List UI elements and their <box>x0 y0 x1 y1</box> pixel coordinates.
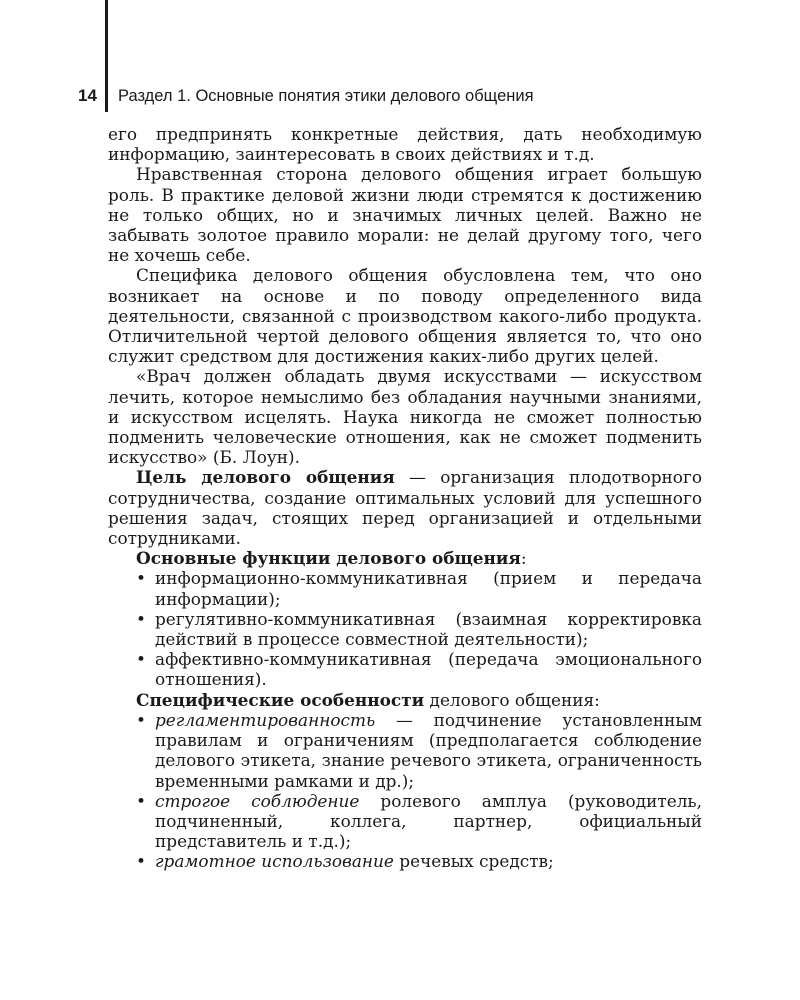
feature-term: регламентированность <box>155 709 376 730</box>
list-item <box>108 851 702 871</box>
running-head: Раздел 1. Основные понятия этики делового общения <box>118 87 534 105</box>
goal-definition: — организация плодотворного сотрудничества, создание оптимальных условий для успешного решения задач, стоящих перед организацией и отдельными сотрудниками. <box>108 467 702 549</box>
features-heading-bold: Специфические особенности <box>136 689 425 710</box>
goal-term: Цель делового общения <box>136 467 395 488</box>
features-heading <box>108 690 702 710</box>
features-heading-rest: делового общения: <box>424 689 600 710</box>
functions-heading <box>108 548 702 568</box>
feature-text: ролевого амплуа (руководитель, подчиненный, коллега, партнер, официальный представитель и т.д.); <box>155 790 702 852</box>
functions-heading-colon: : <box>520 548 527 569</box>
feature-term: строгое соблюдение <box>155 790 360 811</box>
paragraph-quote: «Врач должен обладать двумя искусствами — искусством лечить, которое немыслимо без обладания научными знаниями, и искусством исцелять. Наука никогда не сможет полностью подменить человеческие отношения, как не сможет подменить искусство» (Б. Лоун). <box>108 366 702 468</box>
paragraph-continued: его предпринять конкретные действия, дать необходимую информацию, заинтересовать в своих действиях и т.д. <box>108 124 702 165</box>
list-item: • регулятивно-коммуникативная (взаимная корректировка действий в процессе совместной деятельности); <box>108 609 702 649</box>
feature-text: речевых средств; <box>393 851 554 872</box>
list-item <box>108 791 702 852</box>
paragraph-specifics: Специфика делового общения обусловлена тем, что оно возникает на основе и по поводу определенного вида деятельности, связанной с производством какого-либо продукта. Отличительной чертой делового общения является то, что оно служит средством для достижения каких-либо других целей. <box>108 265 702 367</box>
list-item: • аффективно-коммуникативная (передача эмоционального отношения). <box>108 649 702 689</box>
paragraph-moral-side: Нравственная сторона делового общения играет большую роль. В практике деловой жизни люди стремятся к достижению не только общих, но и значимых личных целей. Важно не забывать золотое правило морали: не делай другому того, чего не хочешь себе. <box>108 164 702 266</box>
feature-text: — подчинение установленным правилам и ограничениям (предполагается соблюдение делового этикета, знание речевого этикета, ограниченность временными рамками и др.); <box>155 709 702 791</box>
page-number: 14 <box>78 86 97 105</box>
margin-vertical-rule <box>105 0 108 112</box>
paragraph-goal <box>108 467 702 548</box>
page-body <box>108 124 702 872</box>
features-list <box>108 710 702 872</box>
feature-term: грамотное использование <box>155 851 394 872</box>
list-item: • информационно-коммуникативная (прием и передача информации); <box>108 568 702 608</box>
functions-heading-bold: Основные функции делового общения <box>136 548 521 569</box>
list-item <box>108 710 702 791</box>
functions-list <box>108 568 702 689</box>
